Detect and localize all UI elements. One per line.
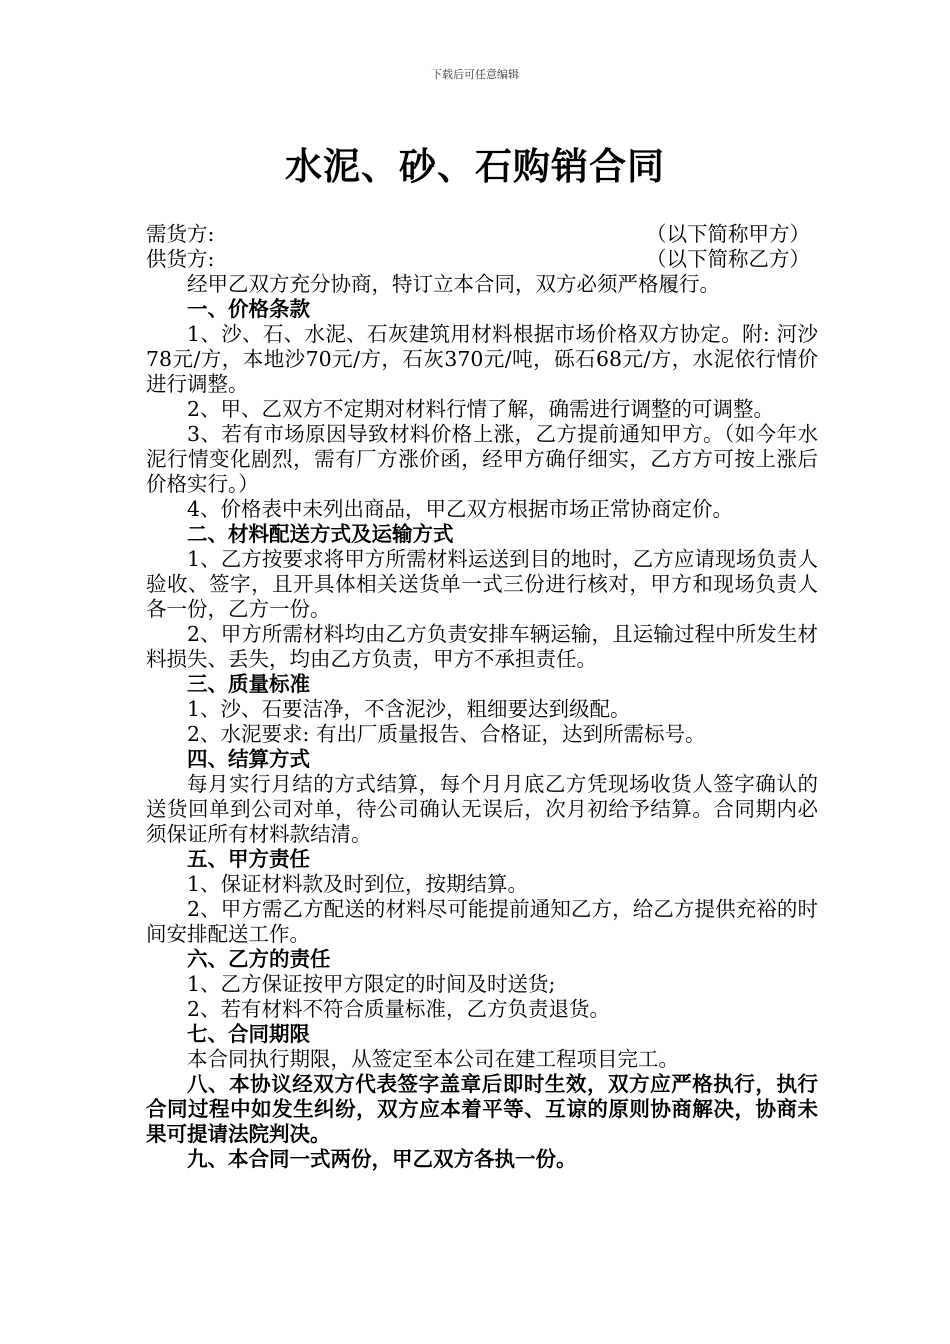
clause-heading: 八、本协议经双方代表签字盖章后即时生效，双方应严格执行，执行合同过程中如发生纠纷，双方应本着平等、互谅的原则协商解决，协商未果可提请法院判决。 — [146, 1072, 818, 1146]
clause-paragraph: 1、沙、石、水泥、石灰建筑用材料根据市场价格双方协定。附: 河沙78元/方，本地沙70元/方，石灰370元/吨，砾石68元/方，水泥依行情价进行调整。 — [146, 322, 818, 396]
clause-paragraph: 2、若有材料不符合质量标准，乙方负责退货。 — [187, 997, 611, 1021]
party-buyer — [146, 222, 818, 247]
clause-heading: 三、质量标准 — [187, 672, 310, 696]
clause-paragraph: 1、乙方按要求将甲方所需材料运送到目的地时，乙方应请现场负责人验收、签字，且开具体相关送货单一式三份进行核对，甲方和现场负责人各一份，乙方一份。 — [146, 547, 818, 621]
clause-heading: 一、价格条款 — [187, 297, 310, 321]
clause-heading: 九、本合同一式两份，甲乙双方各执一份。 — [187, 1147, 577, 1171]
clause-paragraph: 4、价格表中未列出商品，甲乙双方根据市场正常协商定价。 — [187, 497, 734, 521]
clauses — [146, 272, 818, 1172]
clause-paragraph: 3、若有市场原因导致材料价格上涨，乙方提前通知甲方。（如今年水泥行情变化剧烈，需有厂方涨价函，经甲方确仔细实，乙方方可按上涨后价格实行。） — [146, 422, 818, 496]
party-supplier-label: 供货方: — [146, 247, 215, 271]
clause-paragraph: 2、甲方所需材料均由乙方负责安排车辆运输，且运输过程中所发生材料损失、丢失，均由乙方负责，甲方不承担责任。 — [146, 622, 818, 671]
party-supplier-note: （以下简称乙方） — [646, 247, 810, 271]
clause-paragraph: 2、甲、乙双方不定期对材料行情了解，确需进行调整的可调整。 — [187, 397, 775, 421]
clause-heading: 五、甲方责任 — [187, 847, 310, 871]
clause-paragraph: 本合同执行期限，从签定至本公司在建工程项目完工。 — [187, 1047, 679, 1071]
clause-paragraph: 1、沙、石要洁净，不含泥沙，粗细要达到级配。 — [187, 697, 631, 721]
clause-paragraph: 1、保证材料款及时到位，按期结算。 — [187, 872, 529, 896]
contract-body — [146, 222, 818, 1172]
clause-paragraph: 1、乙方保证按甲方限定的时间及时送货; — [187, 972, 556, 996]
header-note: 下载后可任意编辑 — [431, 68, 519, 81]
clause-heading: 二、材料配送方式及运输方式 — [187, 522, 454, 546]
party-buyer-label: 需货方: — [146, 222, 215, 246]
page-title: 水泥、砂、石购销合同 — [285, 145, 665, 188]
clause-paragraph: 2、甲方需乙方配送的材料尽可能提前通知乙方，给乙方提供充裕的时间安排配送工作。 — [146, 897, 818, 946]
clause-paragraph: 每月实行月结的方式结算，每个月月底乙方凭现场收货人签字确认的送货回单到公司对单，待公司确认无误后，次月初给予结算。合同期内必须保证所有材料款结清。 — [146, 772, 818, 846]
clause-paragraph: 经甲乙双方充分协商，特订立本合同，双方必须严格履行。 — [187, 272, 720, 296]
party-buyer-note: （以下简称甲方） — [646, 222, 810, 246]
clause-heading: 六、乙方的责任 — [187, 947, 331, 971]
party-supplier — [146, 247, 818, 272]
clause-paragraph: 2、水泥要求: 有出厂质量报告、合格证，达到所需标号。 — [187, 722, 706, 746]
clause-heading: 七、合同期限 — [187, 1022, 310, 1046]
clause-heading: 四、结算方式 — [187, 747, 310, 771]
